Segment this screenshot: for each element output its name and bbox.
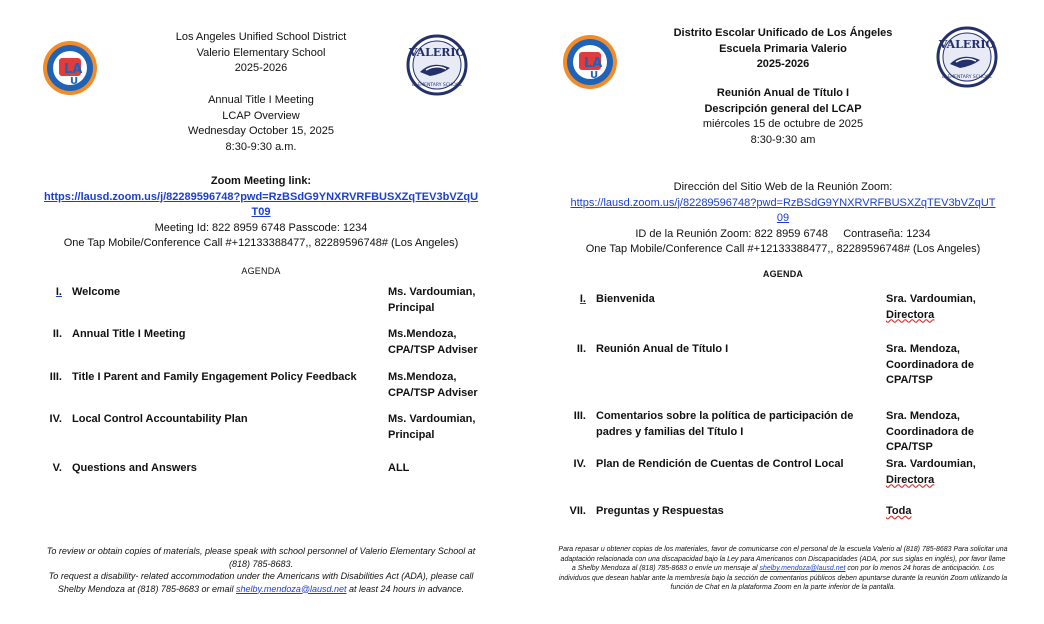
agenda-item-title: Bienvenida	[596, 293, 655, 305]
agenda-item-title: Reunión Anual de Título I	[596, 343, 729, 355]
school-name: Escuela Primaria Valerio	[719, 42, 847, 55]
email-link[interactable]: shelby.mendoza@lausd.net	[759, 565, 846, 572]
meeting-date: miércoles 15 de octubre de 2025	[702, 118, 864, 130]
zoom-link[interactable]: https://lausd.zoom.us/j/82289596748?pwd=RzBSdG9YNXRVRFBUSXZqTEV3bVZqUT09	[43, 190, 479, 218]
meeting-time: 8:30-9:30 am	[750, 133, 816, 146]
agenda-item-role: Coordinadora de CPA/TSP	[886, 358, 975, 386]
meeting-id: ID de la Reunión Zoom: 822 8959 6748 Contraseña: 1234	[635, 227, 931, 240]
zoom-link[interactable]: https://lausd.zoom.us/j/82289596748?pwd=RzBSdG9YNXRVRFBUSXZqTEV3bVZqUT09	[570, 196, 996, 224]
meeting-subtitle: LCAP Overview	[222, 109, 300, 122]
school-year: 2025-2026	[234, 62, 288, 74]
meeting-date: Wednesday October 15, 2025	[188, 125, 334, 137]
lausd-logo-la: LA	[584, 56, 603, 71]
valerio-logo-sub: ELEMENTARY SCHOOL	[942, 75, 992, 80]
district-header	[0, 30, 522, 77]
agenda-item-title: Local Control Accountability Plan	[72, 413, 248, 425]
meeting-info	[0, 93, 522, 155]
valerio-logo-word: VALERIO	[938, 38, 996, 51]
agenda-item-presenter: Sra. Mendoza,	[886, 410, 960, 422]
agenda-item-number: VII.	[569, 505, 586, 517]
meeting-title: Reunión Anual de Título I	[716, 87, 850, 99]
spanish-page	[522, 0, 1044, 624]
agenda-item-number: II.	[52, 328, 62, 340]
agenda-item-number: I.	[579, 293, 586, 305]
agenda-heading: AGENDA	[241, 266, 281, 276]
meeting-time: 8:30-9:30 a.m.	[225, 140, 297, 153]
agenda-item-number: III.	[49, 371, 62, 383]
lausd-logo-la: LA	[64, 62, 83, 77]
agenda-item-title: Title I Parent and Family Engagement Policy Feedback	[72, 371, 357, 383]
agenda-item-role: Coordinadora de CPA/TSP	[886, 425, 975, 453]
agenda-item-presenter: Ms. Vardoumian, Principal	[388, 413, 476, 441]
accommodation-notice	[522, 545, 1044, 593]
accommodation-text: Para repasar u obtener copias de los materiales, favor de comunicarse con el personal de la escuela Valerio al (818) 785-8683 Para solicitar una adaptación relacionada con una discapacidad bajo la Ley para Americanos con Discapacidades (ADA, por sus siglas en inglés), por favor llame a Shelby Mendoza al (818) 785-8683 o envíe un mensaje al	[558, 546, 1008, 572]
school-year: 2025-2026	[756, 58, 810, 70]
one-tap-mobile: One Tap Mobile/Conference Call #+12133388477,, 82289596748# (Los Angeles)	[585, 243, 981, 255]
accommodation-notice	[0, 545, 522, 595]
zoom-link-label: Zoom Meeting link:	[210, 175, 312, 187]
agenda-item-presenter: Ms.Mendoza, CPA/TSP Adviser	[388, 371, 478, 399]
zoom-info	[522, 180, 1044, 258]
agenda-item-number: IV.	[573, 458, 586, 470]
agenda-heading: AGENDA	[762, 269, 804, 279]
valerio-logo-word: VALERIO	[408, 46, 466, 59]
agenda-item-title: Plan de Rendición de Cuentas de Control Local	[596, 458, 844, 470]
agenda-item-presenter: Ms. Vardoumian, Principal	[388, 286, 476, 314]
email-link[interactable]: shelby.mendoza@lausd.net	[235, 583, 347, 594]
agenda-item-number: V.	[52, 462, 62, 474]
one-tap-mobile: One Tap Mobile/Conference Call #+12133388477,, 82289596748# (Los Angeles)	[63, 237, 459, 249]
ada-notice: To request a disability- related accommodation under the Americans with Disabilities Act (ADA), please call Shelby Mendoza at (818) 785-8683 or email shelby.mendoza@lausd.net at least 24 hours in advance.	[48, 571, 474, 594]
agenda-item-title: Comentarios sobre la política de participación de padres y familias del Título I	[596, 410, 854, 438]
district-name: Los Angeles Unified School District	[175, 31, 347, 43]
public-comment-text: con por lo menos 24 horas de anticipación. Los individuos que desean hablar ante la membresía bajo la sección de comentarios públicos deben apuntarse durante la reunión Zoom utilizando la función de Chat en la plataforma Zoom en la parte inferior de la pantalla.	[558, 565, 1008, 591]
materials-notice: To review or obtain copies of materials, please speak with school personnel of Valerio Elementary School at (818) 785-8683.	[46, 546, 476, 569]
agenda-item-number: III.	[573, 410, 586, 422]
agenda-item-number: I.	[55, 286, 62, 298]
agenda-item-role: Toda	[886, 505, 912, 517]
agenda-item-presenter: Sra. Vardoumian,	[886, 458, 976, 470]
agenda-item-presenter: ALL	[388, 462, 410, 474]
agenda-item-role: Directora	[886, 473, 935, 486]
agenda-item-title: Questions and Answers	[72, 462, 197, 474]
zoom-link-label: Dirección del Sitio Web de la Reunión Zoom:	[673, 181, 893, 193]
lausd-logo-u: U	[590, 70, 599, 81]
agenda-item-presenter: Sra. Vardoumian,	[886, 293, 976, 305]
school-name: Valerio Elementary School	[196, 46, 326, 59]
agenda-item-presenter: Ms.Mendoza, CPA/TSP Adviser	[388, 328, 478, 356]
district-header	[522, 26, 1044, 73]
district-name: Distrito Escolar Unificado de Los Ángeles	[673, 27, 893, 39]
agenda-item-presenter: Sra. Mendoza,	[886, 343, 960, 355]
meeting-id: Meeting Id: 822 8959 6748 Passcode: 1234	[154, 221, 368, 234]
agenda-item-title: Annual Title I Meeting	[72, 328, 186, 340]
lausd-logo-u: U	[70, 76, 79, 87]
agenda-item-title: Preguntas y Respuestas	[596, 505, 724, 517]
meeting-subtitle: Descripción general del LCAP	[704, 102, 862, 115]
zoom-info	[0, 174, 522, 252]
agenda-item-role: Directora	[886, 308, 935, 321]
meeting-title: Annual Title I Meeting	[208, 94, 314, 106]
agenda-item-number: II.	[576, 343, 586, 355]
meeting-info	[522, 86, 1044, 148]
valerio-logo-sub: ELEMENTARY SCHOOL	[412, 83, 462, 88]
agenda-item-number: IV.	[49, 413, 62, 425]
agenda-item-title: Welcome	[72, 286, 121, 298]
